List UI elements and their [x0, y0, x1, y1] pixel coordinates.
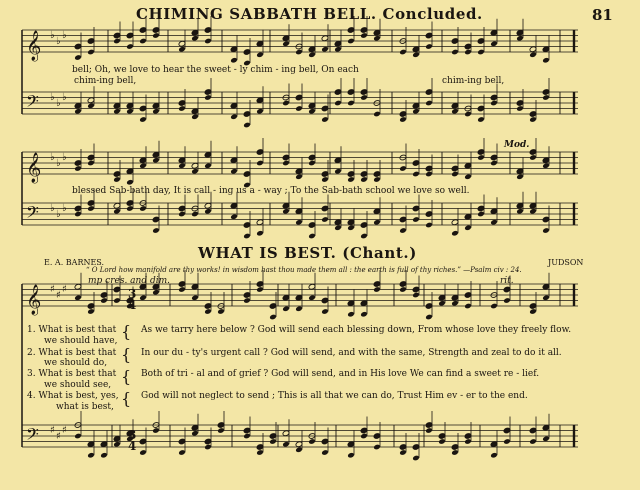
- rit-mark: rit.: [500, 276, 514, 286]
- verse-question-1a: 1. What is best that: [27, 325, 117, 335]
- flat-sign: ♭: [56, 36, 61, 47]
- brace: {: [121, 389, 132, 408]
- sharp-sign: ♯: [56, 290, 61, 301]
- sharp-sign: ♯: [62, 425, 67, 436]
- hymn-title: WHAT IS BEST. (Chant.): [198, 244, 417, 262]
- time-signature: 3: [128, 287, 137, 301]
- treble-clef: 𝄞: [26, 153, 42, 183]
- sharp-sign: ♯: [50, 284, 55, 295]
- verse-question-2a: 2. What is best that: [27, 348, 117, 358]
- lyric-line: blessed Sab-bath day, It is call - ing us a - way ; To the Sab-bath school we love so well.: [72, 186, 470, 196]
- verse-answer: As we tarry here below ? God will send each blessing down, From whose love they freely flow.: [141, 325, 572, 335]
- verse-question-2b: we should do,: [44, 358, 108, 368]
- verse-question-3b: we should see,: [44, 380, 112, 390]
- verse-question-4b: what is best,: [56, 402, 114, 412]
- flat-sign: ♭: [62, 203, 67, 214]
- time-signature: 4: [128, 439, 137, 453]
- brace: {: [121, 367, 132, 386]
- flat-sign: ♭: [56, 209, 61, 220]
- sharp-sign: ♯: [62, 284, 67, 295]
- dynamics-mark: mp cres. and dim.: [88, 276, 170, 286]
- header-title: CHIMING SABBATH BELL. Concluded.: [136, 5, 483, 23]
- epigraph: “ O Lord how manifold are thy works! in wisdom hast thou made them all : the earth is full of thy riches.” —Psalm civ : 24.: [86, 266, 522, 274]
- brace: {: [121, 322, 132, 341]
- verse-question-4a: 4. What is best, yes,: [27, 391, 119, 401]
- bass-clef: 𝄢: [26, 91, 39, 115]
- flat-sign: ♭: [62, 152, 67, 163]
- bass-clef: 𝄢: [26, 202, 39, 226]
- bass-clef: 𝄢: [26, 424, 39, 448]
- time-signature: 3: [128, 428, 137, 442]
- author-credit: JUDSON: [548, 258, 584, 267]
- sharp-sign: ♯: [56, 431, 61, 442]
- flat-sign: ♭: [56, 98, 61, 109]
- verse-answer: In our du - ty's urgent call ? God will send, and with the same, Strength and zeal to do it all.: [141, 348, 562, 358]
- verse-answer: God will not neglect to send ; This is all that we can do, Trust Him ev - er to the end.: [141, 391, 528, 401]
- time-signature: 4: [128, 298, 137, 312]
- flat-sign: ♭: [62, 92, 67, 103]
- page-number: 81: [592, 6, 613, 24]
- lyric-line: chim-ing bell,: [74, 76, 137, 86]
- lyric-line: bell; Oh, we love to hear the sweet - ly chim - ing bell, On each: [72, 65, 359, 75]
- flat-sign: ♭: [50, 152, 55, 163]
- brace: {: [121, 345, 132, 364]
- tempo-mark: Mod.: [504, 140, 530, 150]
- verse-question-3a: 3. What is best that: [27, 369, 117, 379]
- treble-clef: 𝄞: [26, 285, 42, 315]
- treble-clef: 𝄞: [26, 31, 42, 61]
- flat-sign: ♭: [56, 158, 61, 169]
- flat-sign: ♭: [50, 203, 55, 214]
- flat-sign: ♭: [50, 30, 55, 41]
- flat-sign: ♭: [50, 92, 55, 103]
- composer-credit: E. A. BARNES.: [44, 258, 105, 267]
- verse-question-1b: we should have,: [44, 336, 118, 346]
- lyric-line: chim-ing bell,: [442, 76, 505, 86]
- verse-answer: Both of tri - al and of grief ? God will send, and in His love We can find a sweet re - lief.: [141, 369, 540, 379]
- flat-sign: ♭: [62, 30, 67, 41]
- sharp-sign: ♯: [50, 425, 55, 436]
